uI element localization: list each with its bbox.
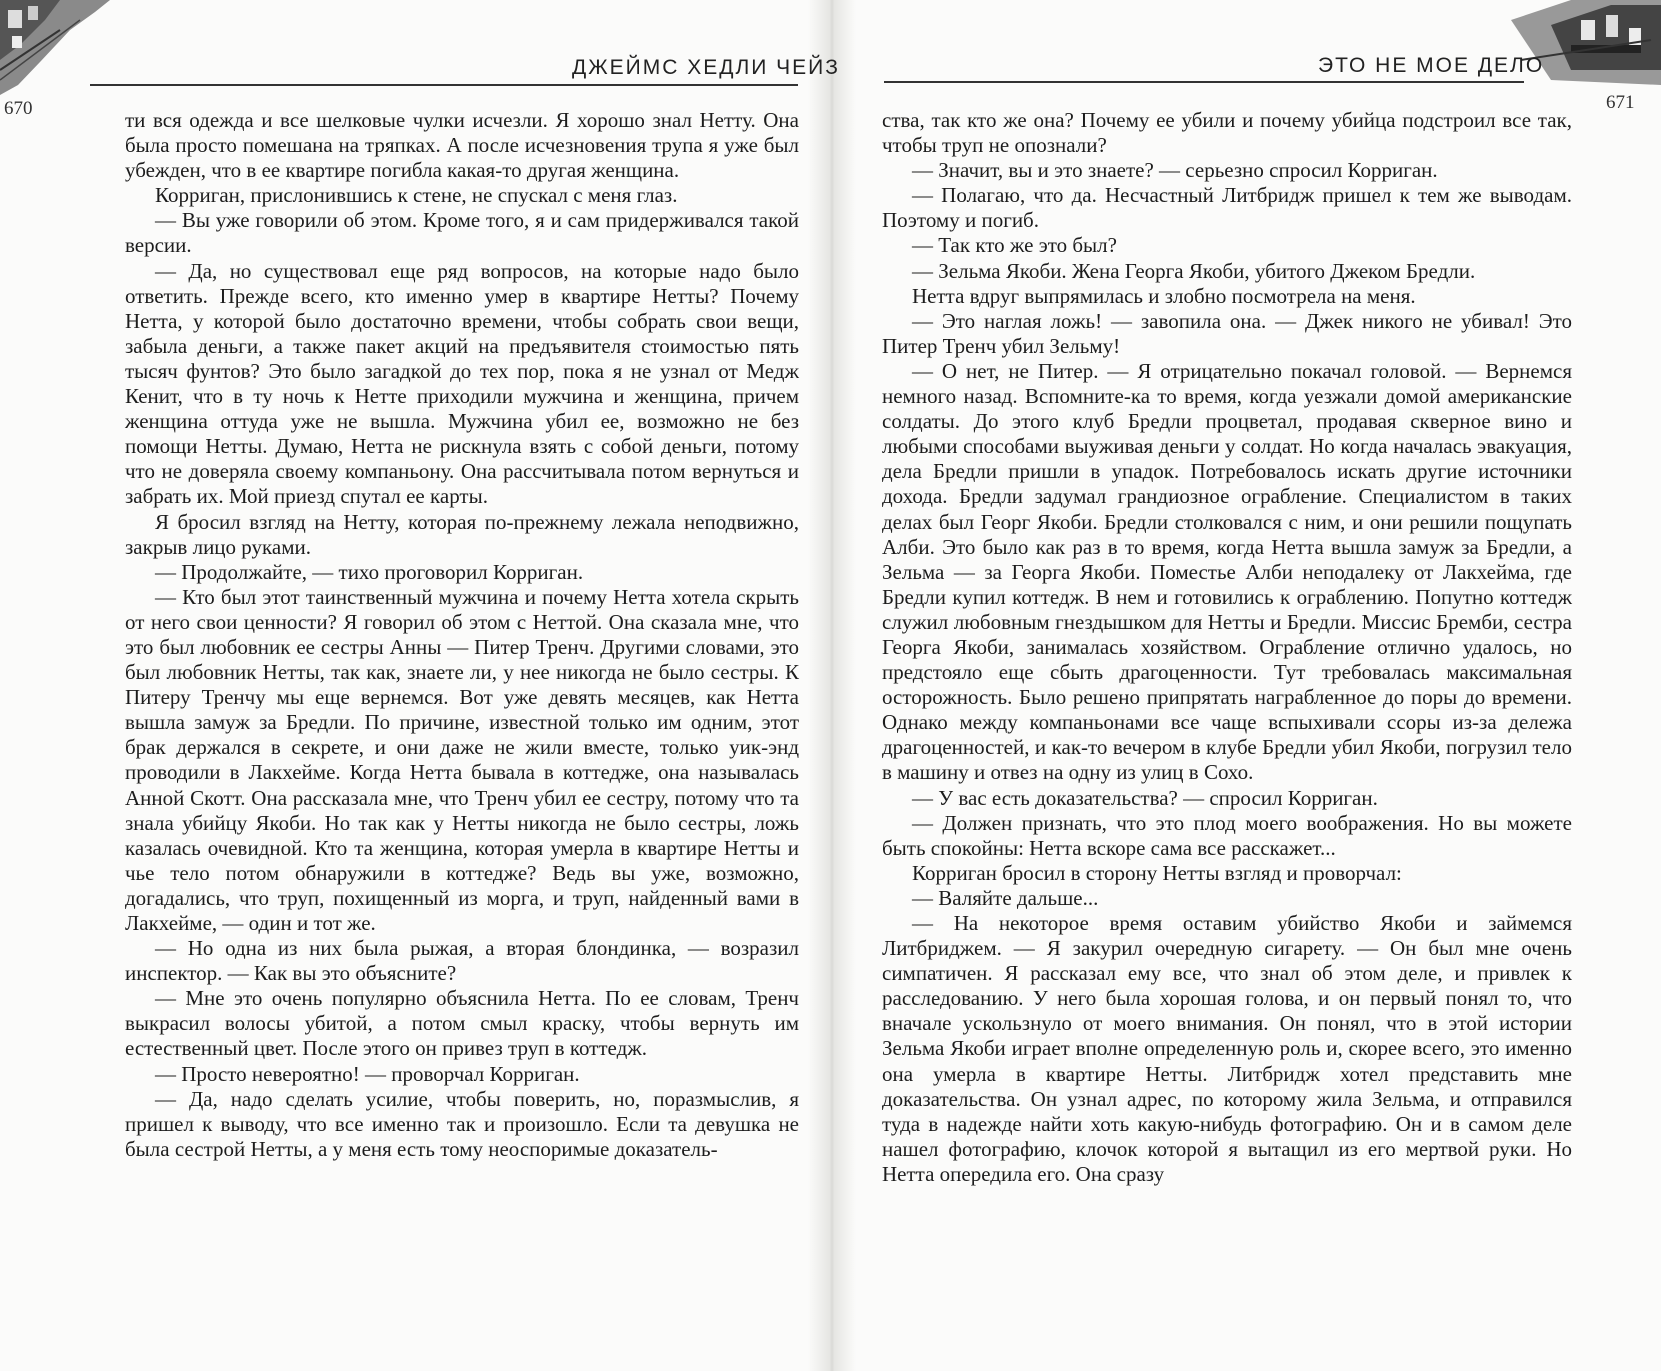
left-text-column — [125, 108, 799, 1162]
paragraph: — Валяйте дальше... — [912, 885, 1099, 910]
paragraph: — Просто невероятно! — проворчал Корриган. — [155, 1061, 580, 1086]
paragraph: — На некоторое время оставим убийство Якоби и займемся Литбриджем. — Я закурил очередную сигарету. — Он был мне очень симпатичен. Я рассказал ему все, что знал об этом деле, и привлек к расследованию. У него была хорошая голова, и он первый понял то, что вначале ускользнуло от моего внимания. Он понял, что в этой истории Зельма Якоби играет вполне определенную роль и, скорее всего, это именно она умерла в квартире Нетты. Литбридж хотел представить мне доказательства. Он узнал адрес, по которому жила Зельма, и отправился туда в надежде найти хоть какую-нибудь фотографию. Он и в самом деле нашел фотографию, клочок которой я вытащил из его мертвой руки. Но Нетта опередила его. Она сразу — [882, 911, 1572, 1186]
paragraph: — Но одна из них была рыжая, а вторая блондинка, — возразил инспектор. — Как вы это объясните? — [125, 936, 799, 986]
left-running-head: ДЖЕЙМС ХЕДЛИ ЧЕЙЗ — [572, 56, 840, 79]
paragraph: Я бросил взгляд на Нетту, которая по-прежнему лежала неподвижно, закрыв лицо руками. — [125, 509, 799, 559]
paragraph: — Должен признать, что это плод моего воображения. Но вы можете быть спокойны: Нетта вскоре сама все расскажет... — [882, 810, 1572, 860]
paragraph: Корриган бросил в сторону Нетты взгляд и проворчал: — [912, 860, 1402, 885]
paragraph: — Кто был этот таинственный мужчина и почему Нетта хотела скрыть от него свои ценности? Я говорил об этом с Неттой. Она сказала мне, что это был любовник ее сестры Анны — Питер Тренч. Другими словами, это был любовник Нетты, так как, знаете ли, у нее никогда не было сестры. К Питеру Тренчу мы еще вернемся. Вот уже девять месяцев, как Нетта вышла замуж за Бредли. По причине, известной только им одним, этот брак держался в секрете, и они даже не жили вместе, только уик-энд проводили в Лакхейме. Когда Нетта бывала в коттедже, она называлась Анной Скотт. Она рассказала мне, что Тренч убил ее сестру, потому что та знала убийцу Якоби. Но так как у Нетты никогда не было сестры, ложь казалась очевидной. Кто та женщина, которая умерла в квартире Нетты и чье тело потом обнаружили в коттедже? Ведь вы уже, возможно, догадались, что труп, похищенный из морга, и труп, найденный вами в Лакхейме, — один и тот же. — [125, 584, 799, 935]
paragraph: — Значит, вы и это знаете? — серьезно спросил Корриган. — [912, 158, 1438, 183]
paragraph: — Мне это очень популярно объяснила Нетта. По ее словам, Тренч выкрасил волосы убитой, а потом смыл краску, чтобы вернуть им естественный цвет. После этого он привез труп в коттедж. — [125, 986, 799, 1061]
right-running-head: ЭТО НЕ МОЕ ДЕЛО — [1318, 54, 1545, 77]
left-header-rule — [90, 84, 798, 86]
left-page-number: 670 — [4, 98, 33, 119]
right-header-rule — [884, 81, 1524, 83]
book-gutter — [808, 0, 856, 1371]
paragraph: ства, так кто же она? Почему ее убили и почему убийца подстроил все так, чтобы труп не опознали? — [882, 108, 1572, 158]
right-text-column — [882, 108, 1572, 1187]
paragraph: — Зельма Якоби. Жена Георга Якоби, убитого Джеком Бредли. — [912, 258, 1476, 283]
paragraph: — Да, надо сделать усилие, чтобы поверить, но, поразмыслив, я пришел к выводу, что все именно так и произошло. Если та девушка не была сестрой Нетты, а у меня есть тому неоспоримые доказатель- — [125, 1086, 799, 1161]
paragraph: — У вас есть доказательства? — спросил Корриган. — [912, 785, 1378, 810]
paragraph: Корриган, прислонившись к стене, не спускал с меня глаз. — [155, 183, 678, 208]
paragraph: — Продолжайте, — тихо проговорил Корриган. — [155, 559, 584, 584]
paragraph: — Так кто же это был? — [912, 233, 1117, 258]
paragraph: — Это наглая ложь! — завопила она. — Джек никого не убивал! Это Питер Тренч убил Зельму! — [882, 308, 1572, 358]
right-page-number: 671 — [1606, 92, 1635, 113]
paragraph: — О нет, не Питер. — Я отрицательно покачал головой. — Вернемся немного назад. Вспомните-ка то время, когда уезжали домой американские солдаты. До этого клуб Бредли процветал, продавая скверное вино и любыми способами выуживая деньги у солдат. Но когда началась эвакуация, дела Бредли пришли в упадок. Потребовалось искать другие источники дохода. Бредли задумал грандиозное ограбление. Специалистом в таких делах был Георг Якоби. Бредли столковался с ним, и они решили пощупать Алби. Это было как раз в то время, когда Нетта вышла замуж за Бредли, а Зельма — за Георга Якоби. Поместье Алби неподалеку от Лакхейма, где Бредли купил коттедж. В нем и готовились к ограблению. Попутно коттедж служил любовным гнездышком для Нетты и Бредли. Миссис Бремби, сестра Георга Якоби, занималась хозяйством. Ограбление отлично удалось, но предстояло еще сбыть драгоценности. Тут требовалась максимальная осторожность. Было решено припрятать награбленное до поры до времени. Однако между компаньонами все чаще вспыхивали ссоры из-за дележа драгоценностей, и как-то вечером в клубе Бредли убил Якоби, погрузил тело в машину и отвез на одну из улиц в Сохо. — [882, 358, 1572, 785]
paragraph: Нетта вдруг выпрямилась и злобно посмотрела на меня. — [912, 283, 1416, 308]
paragraph: — Вы уже говорили об этом. Кроме того, я и сам придерживался такой версии. — [125, 208, 799, 258]
paragraph: — Да, но существовал еще ряд вопросов, на которые надо было ответить. Прежде всего, кто именно умер в квартире Нетты? Почему Нетта, у которой было достаточно времени, чтобы собрать свои вещи, забыла деньги, а также пакет акций на предъявителя стоимостью пять тысяч фунтов? Это было загадкой до тех пор, пока я не узнал от Медж Кенит, что в ту ночь к Нетте приходили мужчина и женщина, причем женщина оттуда уже не вышла. Мужчина убил ее, возможно не без помощи Нетты. Думаю, Нетта не рискнула взять с собой деньги, потому что не доверяла своему компаньону. Она рассчитывала потом вернуться и забрать их. Мой приезд спутал ее карты. — [125, 258, 799, 509]
paragraph: — Полагаю, что да. Несчастный Литбридж пришел к тем же выводам. Поэтому и погиб. — [882, 183, 1572, 233]
paragraph: ти вся одежда и все шелковые чулки исчезли. Я хорошо знал Нетту. Она была просто помешана на тряпках. А после исчезновения трупа я уже был убежден, что в ее квартире погибла какая-то другая женщина. — [125, 108, 799, 183]
left-corner-illustration — [0, 0, 110, 95]
